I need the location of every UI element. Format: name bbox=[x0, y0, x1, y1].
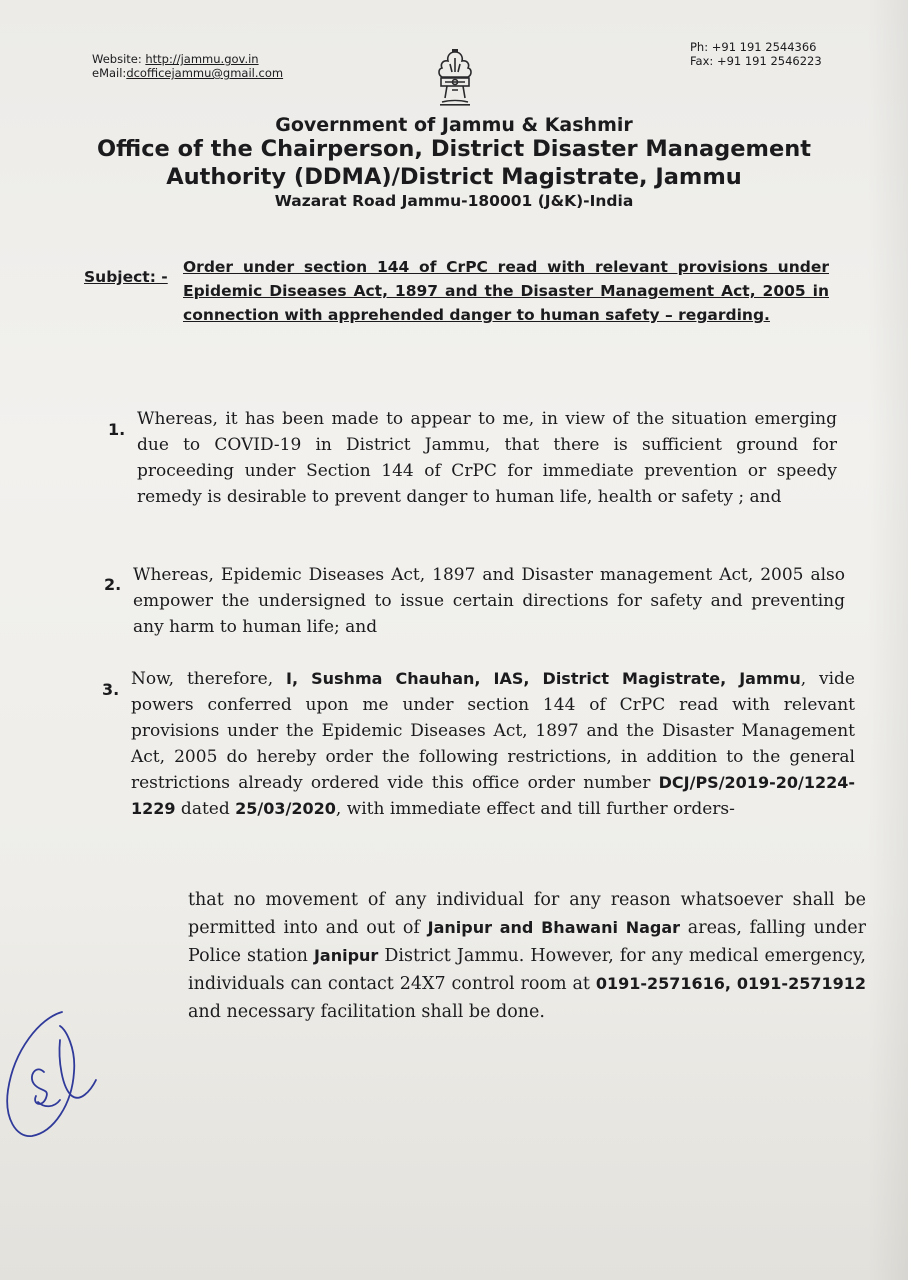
subject-label: Subject: - bbox=[84, 268, 168, 286]
restriction-paragraph: that no movement of any individual for any reason whatsoever shall be permitted into and out of Janipur and Bhawani Nagar areas, falling under Police station Janipur District Jammu. However, for any medical emergency, individuals can contact 24X7 control room at 0191-2571616, 0191-2571912 and necessary facilitation shall be done. bbox=[188, 890, 867, 1022]
government-title: Government of Jammu & Kashmir bbox=[275, 114, 633, 136]
magistrate-name: I, Sushma Chauhan, IAS, District Magistrate, Jammu bbox=[286, 669, 801, 688]
control-room-numbers: 0191-2571616, 0191-2571912 bbox=[595, 974, 866, 993]
email-link[interactable]: dcofficejammu@gmail.com bbox=[126, 66, 284, 80]
restricted-areas: Janipur and Bhawani Nagar bbox=[427, 918, 681, 937]
office-title-line2: Authority (DDMA)/District Magistrate, Jammu bbox=[166, 164, 742, 190]
email-line: eMail:dcofficejammu@gmail.com bbox=[92, 66, 284, 80]
website-line: Website: http://jammu.gov.in bbox=[92, 52, 259, 66]
order-date: 25/03/2020 bbox=[235, 799, 336, 818]
paragraph-1: Whereas, it has been made to appear to me, in view of the situation emerging due to COVID-19 in District Jammu, that there is sufficient ground for proceeding under Section 144 of CrPC for immediate prevention or speedy remedy is desirable to prevent danger to human life, health or safety ; and bbox=[137, 409, 837, 507]
police-station-name: Janipur bbox=[313, 946, 379, 965]
paragraph-number-1: 1. bbox=[108, 420, 126, 439]
order-number: DCJ/PS/2019-20/1224-1229 bbox=[131, 773, 855, 818]
signature-icon bbox=[0, 1000, 110, 1150]
website-link[interactable]: http://jammu.gov.in bbox=[145, 52, 259, 66]
office-address: Wazarat Road Jammu-180001 (J&K)-India bbox=[274, 192, 634, 210]
fax-number: Fax: +91 191 2546223 bbox=[690, 54, 822, 68]
subject-text: Order under section 144 of CrPC read with relevant provisions under Epidemic Diseases Act, 1897 and the Disaster Management Act, 2005 in connection with apprehended danger to human safety – regarding. bbox=[183, 258, 829, 324]
phone-number: Ph: +91 191 2544366 bbox=[690, 40, 817, 54]
national-emblem-icon bbox=[428, 46, 482, 110]
paragraph-number-2: 2. bbox=[104, 575, 122, 594]
office-title-line1: Office of the Chairperson, District Disaster Management bbox=[96, 136, 812, 162]
contact-block-left bbox=[92, 52, 283, 80]
contact-block-right bbox=[690, 40, 822, 68]
paragraph-2: Whereas, Epidemic Diseases Act, 1897 and Disaster management Act, 2005 also empower the undersigned to issue certain directions for safety and preventing any harm to human life; and bbox=[133, 565, 845, 637]
paragraph-3: Now, therefore, I, Sushma Chauhan, IAS, District Magistrate, Jammu, vide powers conferred upon me under section 144 of CrPC read with relevant provisions under the Epidemic Diseases Act, 1897 and the Disaster Management Act, 2005 do hereby order the following restrictions, in addition to the general restrictions already ordered vide this office order number DCJ/PS/2019-20/1224-1229 dated 25/03/2020, with immediate effect and till further orders- bbox=[131, 669, 855, 819]
paragraph-number-3: 3. bbox=[102, 680, 120, 699]
